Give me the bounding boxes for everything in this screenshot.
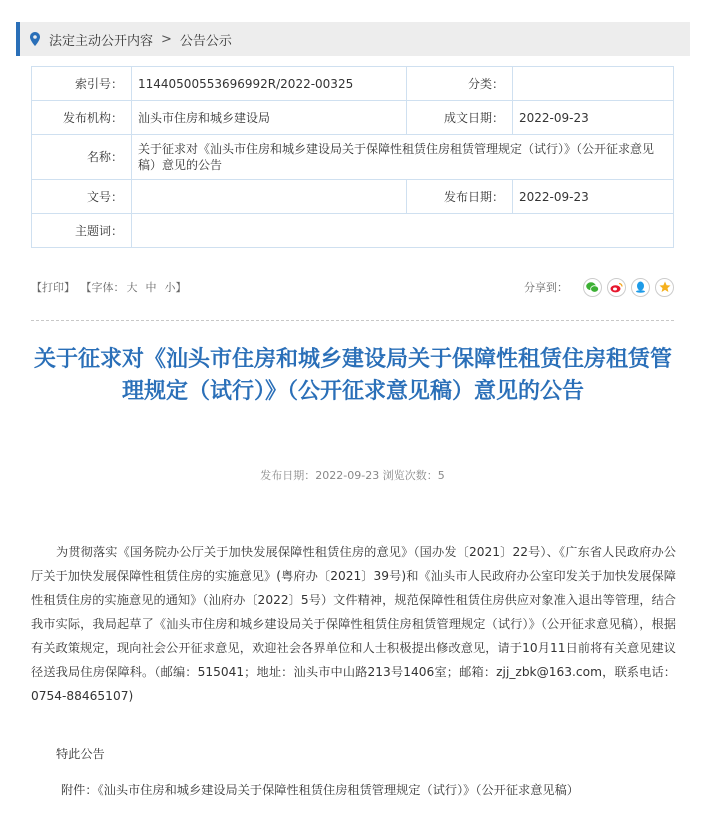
- publisher-label: 发布机构：: [32, 101, 132, 135]
- breadcrumb-separator: >: [161, 31, 172, 47]
- breadcrumb: [16, 22, 690, 56]
- category-value: [513, 67, 674, 101]
- docno-value: [132, 180, 407, 214]
- weibo-icon[interactable]: [607, 278, 626, 297]
- share-label: 分享到：: [524, 281, 568, 294]
- article-toolbar: [31, 274, 674, 300]
- index-value: 11440500553696992R/2022-00325: [132, 67, 407, 101]
- location-pin-icon: [30, 32, 40, 46]
- qq-icon[interactable]: [631, 278, 650, 297]
- article-paragraph: 为贯彻落实《国务院办公厅关于加快发展保障性租赁住房的意见》（国办发〔2021〕22号）、《广东省人民政府办公厅关于加快发展保障性租赁住房的实施意见》(粤府办〔2021〕39号)和《汕头市人民政府办公室印发关于加快发展保障性租赁住房的实施意见的通知》（汕府办〔2022〕5号）文件精神，规范保障性租赁住房供应对象准入退出等管理，结合我市实际，我局起草了《汕头市住房和城乡建设局关于保障性租赁住房租赁管理规定（试行）》（公开征求意见稿），根据有关政策规定，现向社会公开征求意见，欢迎社会各界单位和人士积极提出修改意见，请于10月11日前将有关意见建议径送我局住房保障科。（邮编：515041；地址：汕头市中山路213号1406室；邮箱：zjj_zbk@163.com，联系电话：0754-88465107): [31, 545, 676, 703]
- share-bar: [524, 278, 674, 297]
- document-metadata-table: [31, 66, 674, 248]
- category-label: 分类：: [407, 67, 513, 101]
- font-size-label: 【字体：: [80, 281, 125, 294]
- breadcrumb-item-public-content[interactable]: 法定主动公开内容: [49, 33, 154, 49]
- keywords-value: [132, 214, 674, 248]
- index-label: 索引号：: [32, 67, 132, 101]
- created-date-label: 成文日期：: [407, 101, 513, 135]
- font-small-link[interactable]: 小】: [164, 281, 187, 294]
- docno-label: 文号：: [32, 180, 132, 214]
- wechat-icon[interactable]: [583, 278, 602, 297]
- article-body: [31, 540, 676, 708]
- attachment-link[interactable]: 附件：《汕头市住房和城乡建设局关于保障性租赁住房租赁管理规定（试行）》（公开征求意见稿）: [61, 783, 579, 797]
- article-title: 关于征求对《汕头市住房和城乡建设局关于保障性租赁住房租赁管理规定（试行）》（公开征求意见稿）意见的公告: [33, 347, 672, 404]
- publisher-value: 汕头市住房和城乡建设局: [132, 101, 407, 135]
- name-value: 关于征求对《汕头市住房和城乡建设局关于保障性租赁住房租赁管理规定（试行）》（公开征求意见稿）意见的公告: [132, 135, 674, 180]
- qzone-icon[interactable]: [655, 278, 674, 297]
- published-date-value: 2022-09-23: [513, 180, 674, 214]
- article-closing: 特此公告: [56, 747, 105, 761]
- font-large-link[interactable]: 大: [126, 281, 138, 294]
- article-publish-info: 发布日期：2022-09-23 浏览次数：5: [260, 469, 445, 482]
- name-label: 名称：: [32, 135, 132, 180]
- print-link[interactable]: 【打印】: [31, 281, 75, 294]
- breadcrumb-item-announcements[interactable]: 公告公示: [179, 33, 232, 49]
- published-date-label: 发布日期：: [407, 180, 513, 214]
- keywords-label: 主题词：: [32, 214, 132, 248]
- font-medium-link[interactable]: 中: [145, 281, 157, 294]
- created-date-value: 2022-09-23: [513, 101, 674, 135]
- section-divider: [31, 320, 674, 321]
